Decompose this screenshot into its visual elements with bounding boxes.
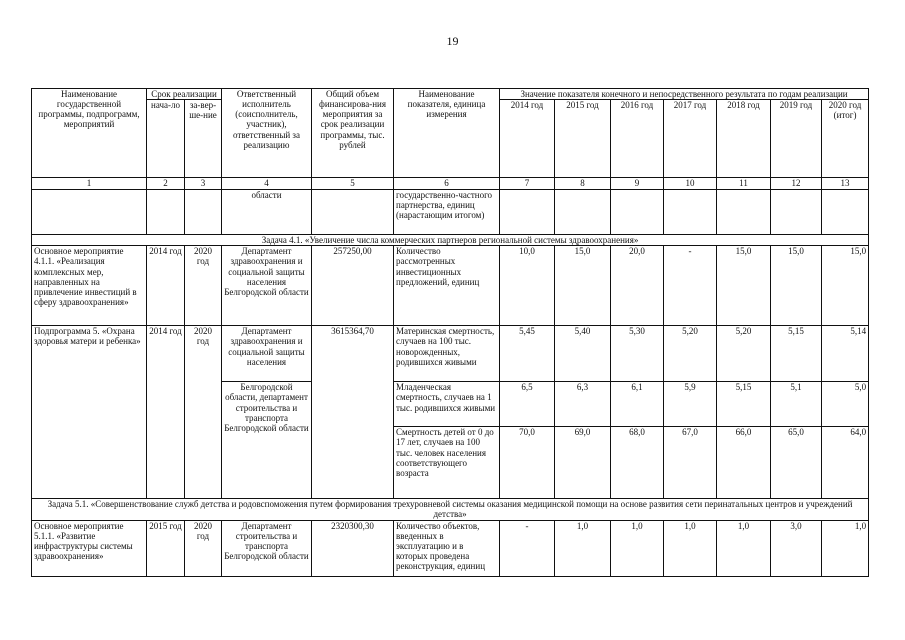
row-5-1-1-name: Основное мероприятие 5.1.1. «Развитие инфраструктуры системы здравоохранения» [32,520,147,576]
row-5-1-1-end: 2020 год [185,520,222,576]
col-number: 5 [312,178,394,190]
row-5-1-1-funding: 2320300,30 [312,520,394,576]
col-number: 12 [771,178,822,190]
value-cell: 66,0 [717,427,771,499]
header-year-2020: 2020 год (итог) [822,100,869,178]
header-year-2014: 2014 год [500,100,555,178]
value-cell: 5,20 [664,326,717,382]
row-5-1-1-start: 2015 год [147,520,185,576]
value-cell: 1,0 [822,520,869,576]
header-funding: Общий объем финансирова-ния мероприятия за срок реализации программы, тыс. рублей [312,89,394,178]
value-cell: 5,0 [822,382,869,427]
row-4-1-1-end: 2020 год [185,246,222,326]
value-cell: 15,0 [717,246,771,326]
value-cell: 68,0 [611,427,664,499]
cont-indicator: государственно-частного партнерства, единиц (нарастающим итогом) [394,190,500,235]
task-5-1-title: Задача 5.1. «Совершенствование служб детства и родовспоможения путем формирования трехуровневой системы оказания медицинской помощи на основе развития сети перинатальных центров и учреждений детства» [32,499,869,520]
header-indicator: Наименование показателя, единица измерения [394,89,500,178]
header-row-1 [32,89,869,100]
header-term: Срок реализации [147,89,222,100]
value-cell: 5,15 [771,326,822,382]
value-cell: 10,0 [500,246,555,326]
row-4-1-1-name: Основное мероприятие 4.1.1. «Реализация комплексных мер, направленных на привлечение инвестиций в сферу здравоохранения» [32,246,147,326]
page-number: 19 [446,34,459,48]
task-4-1-title: Задача 4.1. «Увеличение числа коммерческих партнеров региональной системы здравоохранения» [32,235,869,246]
row-4-1-1-start: 2014 год [147,246,185,326]
row-5-1-1-executor: Департамент строительства и транспорта Белгородской области [222,520,312,576]
value-cell: 1,0 [664,520,717,576]
col-number: 11 [717,178,771,190]
sub5-indicator-2: Младенческая смертность, случаев на 1 тыс. родившихся живыми [394,382,500,427]
value-cell: 3,0 [771,520,822,576]
sub5-executor-part-b: Белгородской области, департамент строительства и транспорта Белгородской области [222,382,312,499]
value-cell: 6,5 [500,382,555,427]
value-cell: 5,15 [717,382,771,427]
header-term-start: нача-ло [147,100,185,178]
value-cell: 15,0 [555,246,611,326]
value-cell: 5,1 [771,382,822,427]
value-cell: 1,0 [555,520,611,576]
header-program-name: Наименование государственной программы, подпрограмм, мероприятий [32,89,147,178]
col-number: 6 [394,178,500,190]
row-4-1-1-funding: 257250,00 [312,246,394,326]
row-4-1-1 [32,246,869,326]
task-4-1-row [32,235,869,246]
column-numbers-row [32,178,869,190]
value-cell: 6,3 [555,382,611,427]
value-cell: 5,20 [717,326,771,382]
value-cell: - [500,520,555,576]
sub5-indicator-1-row [32,326,869,382]
cont-executor: области [222,190,312,235]
value-cell: 5,40 [555,326,611,382]
value-cell: 5,30 [611,326,664,382]
header-year-2015: 2015 год [555,100,611,178]
header-executor: Ответственный исполнитель (соисполнитель, участник), ответственный за реализацию [222,89,312,178]
value-cell: 1,0 [611,520,664,576]
row-4-1-1-executor: Департамент здравоохранения и социальной защиты населения Белгородской области [222,246,312,326]
col-number: 9 [611,178,664,190]
sub5-funding: 3615364,70 [312,326,394,499]
value-cell: 64,0 [822,427,869,499]
continuation-row [32,190,869,235]
sub5-end: 2020 год [185,326,222,499]
col-number: 1 [32,178,147,190]
col-number: 4 [222,178,312,190]
value-cell: 70,0 [500,427,555,499]
task-5-1-row [32,499,869,520]
value-cell: 5,9 [664,382,717,427]
value-cell: 20,0 [611,246,664,326]
value-cell: 15,0 [822,246,869,326]
value-cell: 69,0 [555,427,611,499]
program-table [31,88,869,577]
header-year-2017: 2017 год [664,100,717,178]
sub5-name: Подпрограмма 5. «Охрана здоровья матери и ребенка» [32,326,147,499]
value-cell: 15,0 [771,246,822,326]
row-5-1-1 [32,520,869,576]
header-values-group: Значение показателя конечного и непосредственного результата по годам реализации [500,89,869,100]
col-number: 3 [185,178,222,190]
header-term-end: за-вер-ше-ние [185,100,222,178]
col-number: 2 [147,178,185,190]
col-number: 7 [500,178,555,190]
value-cell: 5,45 [500,326,555,382]
value-cell: 5,14 [822,326,869,382]
col-number: 13 [822,178,869,190]
value-cell: - [664,246,717,326]
row-4-1-1-indicator: Количество рассмотренных инвестиционных предложений, единиц [394,246,500,326]
value-cell: 1,0 [717,520,771,576]
sub5-indicator-3: Смертность детей от 0 до 17 лет, случаев на 100 тыс. человек населения соответствующего возраста [394,427,500,499]
sub5-start: 2014 год [147,326,185,499]
col-number: 8 [555,178,611,190]
value-cell: 65,0 [771,427,822,499]
header-year-2016: 2016 год [611,100,664,178]
sub5-executor-part-a: Департамент здравоохранения и социальной защиты населения [222,326,312,382]
header-year-2019: 2019 год [771,100,822,178]
header-year-2018: 2018 год [717,100,771,178]
col-number: 10 [664,178,717,190]
row-5-1-1-indicator: Количество объектов, введенных в эксплуатацию и в которых проведена реконструкция, единиц [394,520,500,576]
value-cell: 6,1 [611,382,664,427]
value-cell: 67,0 [664,427,717,499]
sub5-indicator-1: Материнская смертность, случаев на 100 тыс. новорожденных, родившихся живыми [394,326,500,382]
